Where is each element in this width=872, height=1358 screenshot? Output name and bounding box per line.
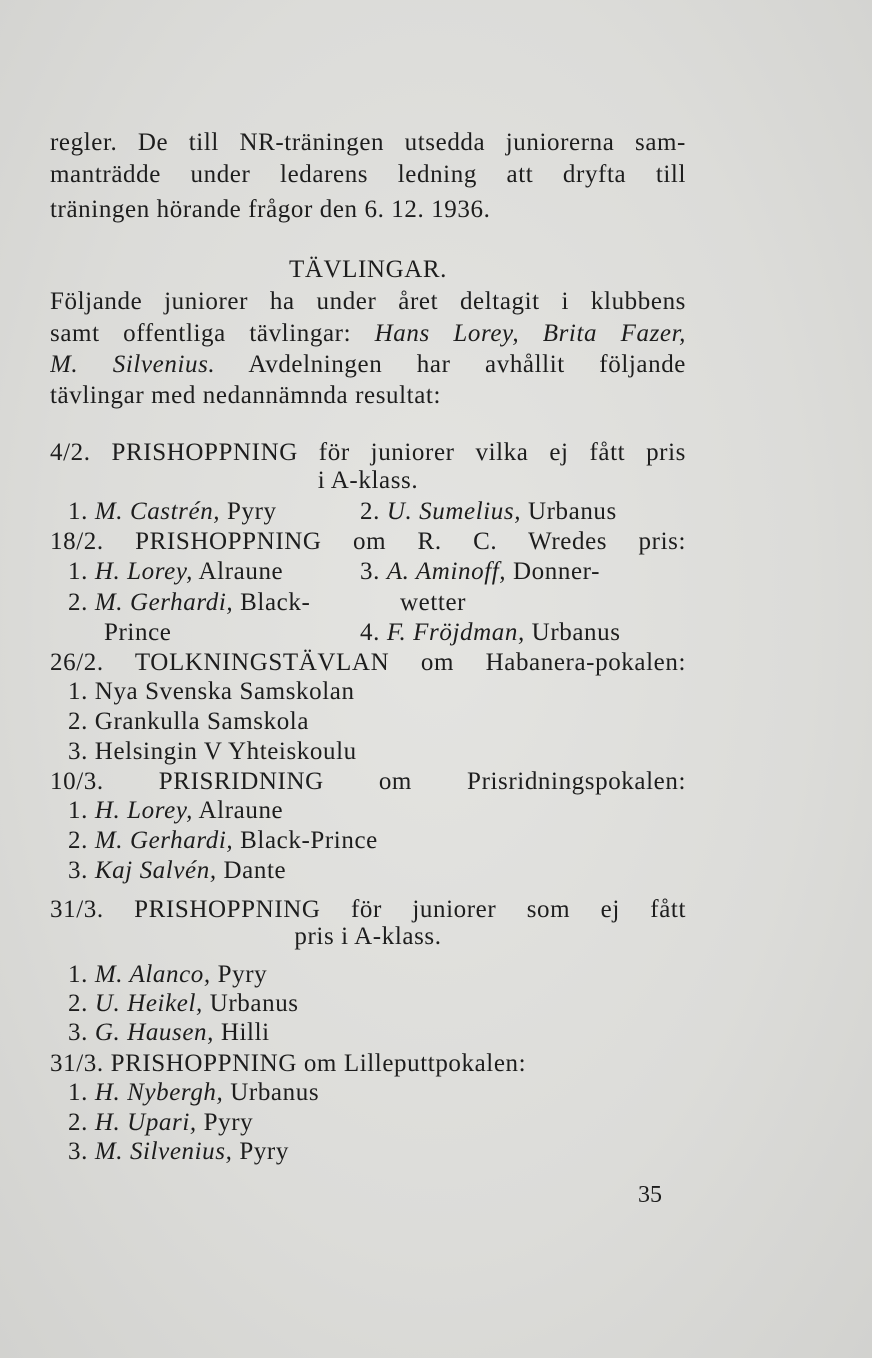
rider-name: M. Castrén,: [94, 498, 221, 525]
result-number: 1.: [68, 797, 88, 824]
result-number: 2.: [68, 827, 88, 854]
event-5-result-1: [68, 960, 267, 990]
event-3-result-3: 3. Helsingin V Yhteiskoulu: [68, 738, 357, 765]
event-5-title-2: pris i A-klass.: [294, 923, 442, 950]
rider-name: H. Lorey,: [94, 797, 194, 824]
rider-name: M. Alanco,: [94, 961, 211, 988]
event-3-title: [50, 648, 686, 678]
result-number: 2.: [360, 498, 380, 525]
rider-name: H. Upari,: [94, 1109, 197, 1136]
event-6-result-1: [68, 1078, 319, 1108]
horse-name: Alraune: [198, 797, 284, 824]
event-6-title-text: PRISHOPPNING om Lilleputtpokalen:: [110, 1050, 527, 1077]
rider-name: Kaj Salvén,: [94, 857, 217, 884]
event-6-result-2: [68, 1108, 253, 1138]
result-number: 1.: [68, 498, 88, 525]
event-1-title-text: PRISHOPPNING för juniorer vilka ej fått pris: [111, 439, 686, 466]
horse-name: Black-: [240, 589, 311, 616]
horse-name: Urbanus: [209, 990, 299, 1017]
para-line-1: Följande juniorer ha under året deltagit i klubbens: [50, 288, 686, 315]
result-number: 1.: [68, 961, 88, 988]
event-2-result-2-cont: Prince: [104, 619, 172, 646]
event-2-result-3: [360, 557, 600, 587]
rider-name: F. Fröjdman,: [386, 619, 525, 646]
event-6-result-3: [68, 1137, 289, 1167]
event-3-result-2: 2. Grankulla Samskola: [68, 708, 310, 735]
para-line-4: tävlingar med nedannämnda resultat:: [50, 382, 442, 409]
event-4-result-2: [68, 826, 378, 856]
result-number: 3.: [68, 857, 88, 884]
result-number: 2.: [68, 589, 88, 616]
rider-name: H. Nybergh,: [94, 1079, 224, 1106]
event-5-title: [50, 895, 686, 925]
horse-name: Pyry: [203, 1109, 254, 1136]
rider-name: G. Hausen,: [94, 1019, 214, 1046]
horse-name: Donner-: [513, 558, 601, 585]
event-4-result-3: [68, 856, 286, 886]
rider-name: M. Silvenius,: [94, 1138, 233, 1165]
section-heading: TÄVLINGAR.: [288, 256, 448, 283]
event-3-date: 26/2.: [50, 649, 104, 676]
intro-line-1: regler. De till NR-träningen utsedda juniorerna sam-: [50, 129, 686, 156]
event-4-date: 10/3.: [50, 768, 104, 795]
event-2-result-1: [68, 557, 283, 587]
result-number: 4.: [360, 619, 380, 646]
result-number: 1.: [68, 558, 88, 585]
event-1-result-1: [68, 497, 277, 527]
event-5-title-text: PRISHOPPNING för juniorer som ej fått: [134, 896, 686, 923]
event-1-title: [50, 438, 686, 468]
horse-name: Urbanus: [531, 619, 621, 646]
para-line-3-text: Avdelningen har avhållit följande: [215, 351, 686, 378]
intro-line-2: manträdde under ledarens ledning att dryfta till: [50, 161, 686, 188]
event-4-title: [50, 767, 686, 797]
event-4-result-1: [68, 796, 283, 826]
horse-name: Pyry: [217, 961, 268, 988]
event-2-result-2: [68, 588, 310, 618]
event-2-result-4: [360, 618, 621, 648]
rider-name: M. Gerhardi,: [94, 827, 234, 854]
rider-name: A. Aminoff,: [386, 558, 507, 585]
para-line-3-name: M. Silvenius.: [50, 351, 216, 378]
result-number: 3.: [360, 558, 380, 585]
event-1-title-2: i A-klass.: [317, 467, 419, 494]
para-line-2-names: Hans Lorey, Brita Fazer,: [374, 320, 686, 347]
horse-name: Pyry: [227, 498, 277, 525]
horse-name: Urbanus: [527, 498, 617, 525]
event-1-result-2: [360, 497, 617, 527]
horse-name: Black-Prince: [240, 827, 378, 854]
event-5-result-3: [68, 1018, 270, 1048]
event-1-date: 4/2.: [50, 439, 91, 466]
para-line-2: [50, 319, 686, 349]
event-5-date: 31/3.: [50, 896, 104, 923]
event-2-title-text: PRISHOPPNING om R. C. Wredes pris:: [135, 528, 686, 555]
page-number: 35: [638, 1182, 662, 1208]
result-number: 3.: [68, 1019, 88, 1046]
event-3-title-text: TOLKNINGSTÄVLAN om Habanera-pokalen:: [134, 649, 686, 676]
rider-name: U. Heikel,: [94, 990, 203, 1017]
event-6-title: [50, 1049, 526, 1079]
para-line-3: [50, 350, 686, 380]
event-4-title-text: PRISRIDNING om Prisridningspokalen:: [158, 768, 686, 795]
rider-name: H. Lorey,: [94, 558, 194, 585]
event-2-date: 18/2.: [50, 528, 104, 555]
horse-name: Dante: [223, 857, 287, 884]
rider-name: M. Gerhardi,: [94, 589, 234, 616]
result-number: 1.: [68, 1079, 88, 1106]
event-3-result-1: 1. Nya Svenska Samskolan: [68, 678, 355, 705]
horse-name: Alraune: [198, 558, 284, 585]
horse-name: Hilli: [220, 1019, 270, 1046]
event-2-result-3-cont: wetter: [400, 589, 467, 616]
rider-name: U. Sumelius,: [386, 498, 522, 525]
intro-line-3: träningen hörande frågor den 6. 12. 1936.: [50, 196, 491, 223]
horse-name: Pyry: [239, 1138, 289, 1165]
result-number: 2.: [68, 990, 88, 1017]
result-number: 2.: [68, 1109, 88, 1136]
event-6-date: 31/3.: [50, 1050, 104, 1077]
event-2-title: [50, 527, 686, 557]
horse-name: Urbanus: [230, 1079, 320, 1106]
event-5-result-2: [68, 989, 299, 1019]
result-number: 3.: [68, 1138, 88, 1165]
para-line-2-text: samt offentliga tävlingar:: [50, 320, 375, 347]
